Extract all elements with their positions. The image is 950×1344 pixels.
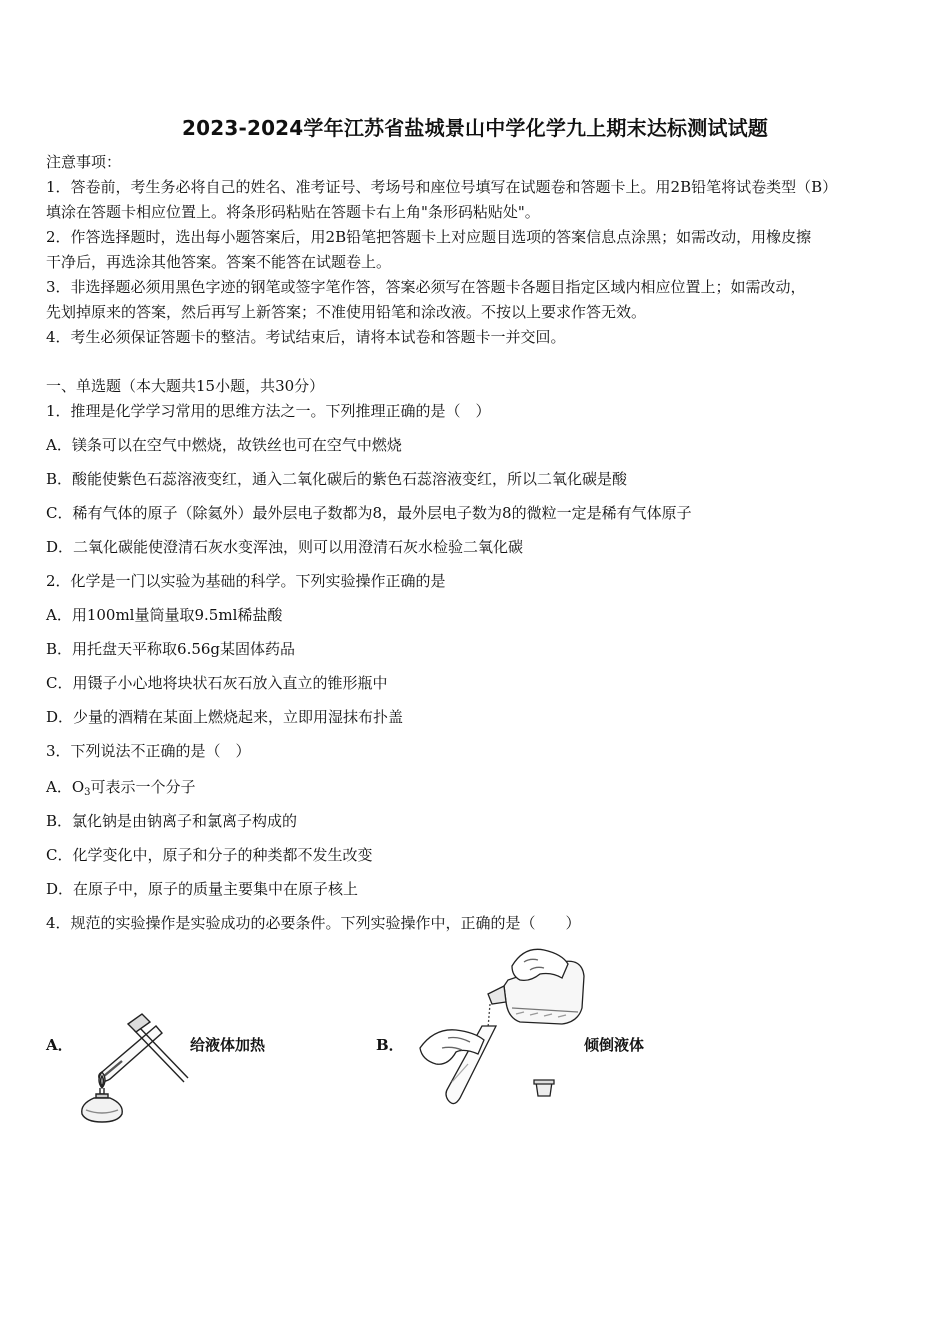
q2-option-d: D．少量的酒精在某面上燃烧起来，立即用湿抹布扑盖 xyxy=(46,708,404,726)
q3-option-a-suffix: 可表示一个分子 xyxy=(90,778,196,796)
q2-option-b: B．用托盘天平称取6.56g某固体药品 xyxy=(46,640,296,658)
q4-option-a-label: A． xyxy=(46,1036,73,1054)
q3-stem: 3．下列说法不正确的是（ ） xyxy=(46,742,251,760)
q2-option-c: C．用镊子小心地将块状石灰石放入直立的锥形瓶中 xyxy=(46,674,388,692)
q3-option-a-prefix: A．O xyxy=(46,778,85,796)
q3-option-b: B．氯化钠是由钠离子和氯离子构成的 xyxy=(46,812,298,830)
heating-liquid-figure xyxy=(72,1010,192,1125)
q3-option-a-subscript: 3 xyxy=(84,787,91,798)
notice-heading: 注意事项： xyxy=(46,153,122,171)
q3-option-c: C．化学变化中，原子和分子的种类都不发生改变 xyxy=(46,846,373,864)
q4-option-a-caption: 给液体加热 xyxy=(190,1036,266,1054)
section-heading: 一、单选题（本大题共15小题，共30分） xyxy=(46,377,325,395)
notice-line-1: 1．答卷前，考生务必将自己的姓名、准考证号、考场号和座位号填写在试题卷和答题卡上。用2B铅笔将试卷类型（B） xyxy=(46,178,838,196)
q4-stem: 4．规范的实验操作是实验成功的必要条件。下列实验操作中，正确的是（ ） xyxy=(46,914,581,932)
q2-stem: 2．化学是一门以实验为基础的科学。下列实验操作正确的是 xyxy=(46,572,446,590)
q4-option-b-label: B． xyxy=(376,1036,404,1054)
pouring-liquid-figure xyxy=(412,942,592,1107)
q1-option-a: A．镁条可以在空气中燃烧，故铁丝也可在空气中燃烧 xyxy=(46,436,402,454)
q1-stem: 1．推理是化学学习常用的思维方法之一。下列推理正确的是（ ） xyxy=(46,402,491,420)
q3-option-d: D．在原子中，原子的质量主要集中在原子核上 xyxy=(46,880,359,898)
q1-option-d: D．二氧化碳能使澄清石灰水变浑浊，则可以用澄清石灰水检验二氧化碳 xyxy=(46,538,524,556)
page-title: 2023-2024学年江苏省盐城景山中学化学九上期末达标测试试题 xyxy=(181,116,769,140)
notice-line-3: 2．作答选择题时，选出每小题答案后，用2B铅笔把答题卡上对应题目选项的答案信息点涂黑；如需改动，用橡皮擦 xyxy=(46,228,812,246)
q4-option-b-caption: 倾倒液体 xyxy=(584,1036,645,1054)
notice-line-6: 先划掉原来的答案，然后再写上新答案；不准使用铅笔和涂改液。不按以上要求作答无效。 xyxy=(46,303,647,321)
notice-line-4: 干净后，再选涂其他答案。答案不能答在试题卷上。 xyxy=(46,253,392,271)
q2-option-a: A．用100ml量筒量取9.5ml稀盐酸 xyxy=(46,606,283,624)
notice-line-2: 填涂在答题卡相应位置上。将条形码粘贴在答题卡右上角"条形码粘贴处"。 xyxy=(46,203,540,221)
notice-line-7: 4．考生必须保证答题卡的整洁。考试结束后，请将本试卷和答题卡一并交回。 xyxy=(46,328,566,346)
q1-option-c: C．稀有气体的原子（除氦外）最外层电子数都为8，最外层电子数为8的微粒一定是稀有气体原子 xyxy=(46,504,692,522)
q1-option-b: B．酸能使紫色石蕊溶液变红，通入二氧化碳后的紫色石蕊溶液变红，所以二氧化碳是酸 xyxy=(46,470,628,488)
notice-line-5: 3．非选择题必须用黑色字迹的钢笔或签字笔作答，答案必须写在答题卡各题目指定区域内相应位置上；如需改动， xyxy=(46,278,806,296)
q3-option-a xyxy=(46,777,196,803)
